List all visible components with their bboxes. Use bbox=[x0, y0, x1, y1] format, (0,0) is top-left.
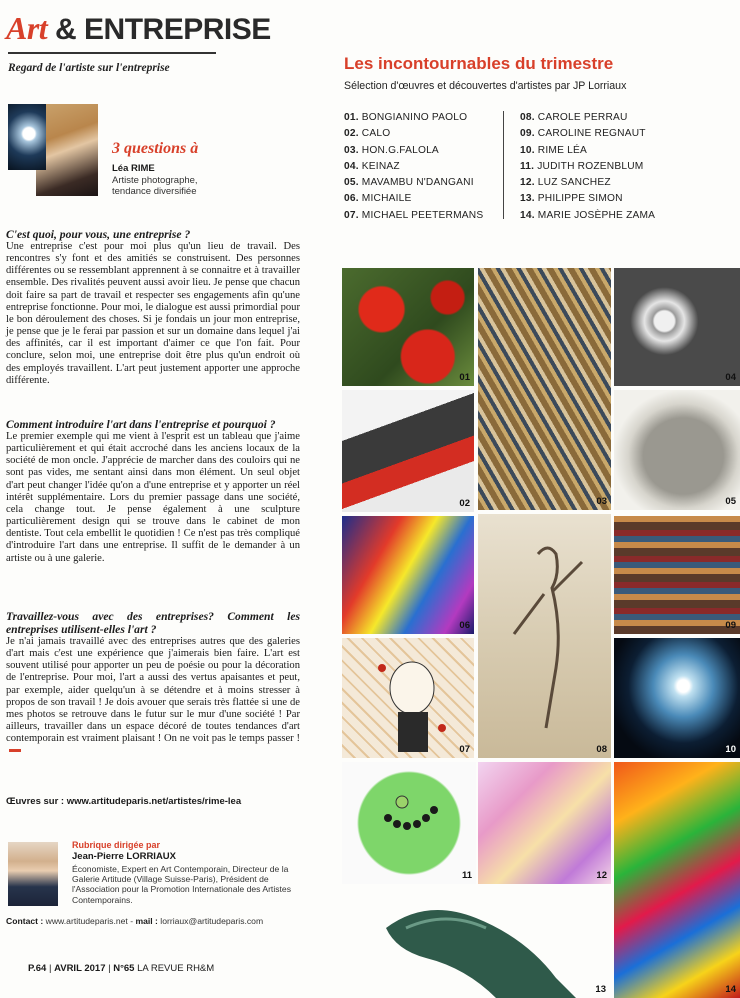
figure-sketch bbox=[478, 514, 611, 758]
mail-label: mail : bbox=[135, 916, 158, 926]
rabbit-figure bbox=[342, 638, 474, 758]
artist-item: 05. MAVAMBU N'DANGANI bbox=[344, 177, 474, 189]
artwork-03: 03 bbox=[478, 268, 611, 510]
artist-item: 08. CAROLE PERRAU bbox=[520, 112, 628, 123]
artist-item: 02. CALO bbox=[344, 128, 391, 140]
artist-item: 09. CAROLINE REGNAUT bbox=[520, 128, 646, 140]
artwork-02: 02 bbox=[342, 390, 474, 512]
list-divider bbox=[503, 111, 504, 219]
artwork-06: 06 bbox=[342, 516, 474, 634]
end-mark bbox=[9, 749, 21, 752]
rubrique-title: Rubrique dirigée par bbox=[72, 840, 161, 850]
tagline: Regard de l'artiste sur l'entreprise bbox=[8, 62, 170, 74]
footer-issue: N°65 bbox=[113, 963, 135, 974]
brand-entreprise: & ENTREPRISE bbox=[47, 13, 271, 46]
artist-item: 07. MICHAEL PEETERMANS bbox=[344, 209, 484, 221]
artwork-thumbnail bbox=[8, 104, 46, 170]
interviewee-role: Artiste photographe, tendance diversifiée bbox=[112, 175, 198, 197]
bronze-sculpture bbox=[376, 888, 610, 998]
question-2: Comment introduire l'art dans l'entreprise et pourquoi ? bbox=[6, 418, 276, 431]
artist-item: 12. LUZ SANCHEZ bbox=[520, 177, 611, 189]
artist-item: 11. JUDITH ROZENBLUM bbox=[520, 160, 644, 172]
answer-3: Je n'ai jamais travaillé avec des entreprises autres que des galeries d'art mais c'est une expérience que j'aimerais bien faire. L'art est souvent utilisé pour apporter un peu de poésie ou pour la décoration de l'entreprise. Pour moi, l'art a aussi des vertus apaisantes et peut, par exemple, aider quelqu'un à se détendre et à moins stresser à propos de son travail ! Je dois avouer que serais très flattée si une de mes photos se retrouve dans le futur sur le mur d'une société ! Par ailleurs, travailler dans un espace décoré de toutes tendances d'art contemporain est vraiment plaisant ! On ne voit pas le temps passer ! bbox=[6, 636, 300, 745]
section-brand bbox=[6, 10, 271, 47]
artist-item: 14. MARIE JOSÈPHE ZAMA bbox=[520, 209, 656, 221]
qa-block-1 bbox=[6, 228, 300, 387]
qa-block-3 bbox=[6, 610, 300, 758]
contact-line bbox=[6, 916, 263, 926]
artist-item: 06. MICHAILE bbox=[344, 193, 412, 205]
artwork-13: 13 bbox=[376, 888, 610, 998]
question-1: C'est quoi, pour vous, une entreprise ? bbox=[6, 228, 191, 241]
interviewee-name: Léa RIME bbox=[112, 163, 155, 174]
section-subtitle: Sélection d'œuvres et découvertes d'artistes par JP Lorriaux bbox=[344, 80, 627, 92]
section-title: Les incontournables du trimestre bbox=[344, 54, 614, 73]
rubrique-description: Économiste, Expert en Art Contemporain, Directeur de la Galerie Artitude (Village Suisse-Paris), Président de l'Association pour la Promotion Internationale des Artistes Contemporains. bbox=[72, 864, 291, 905]
artist-item: 10. RIME LÉA bbox=[520, 144, 587, 156]
artwork-09: 09 bbox=[614, 516, 740, 634]
answer-2: Le premier exemple qui me vient à l'esprit est un tableau que j'aime particulièrement et qui était accroché dans les anciens locaux de la société de mon oncle. J'apprécie de marcher dans des couloirs qui ne sont pas vides, me sentant ainsi dans mon élément. Un seul objet d'art peut changer l'idée qu'on a d'une entreprise et y apporter un réel intérêt supplémentaire. Lors du premier passage dans une société, cela change tout. Je pense également à une sculpture particulièrement design qui se trouve dans le cabinet de mon dentiste. Tout cela embellit le quotidien ! Ce n'est pas très compliqué d'introduire l'art dans une entreprise. Il suffit de le demander à un artiste ou à une galerie. bbox=[6, 431, 300, 564]
question-3: Travaillez-vous avec des entreprises? Comment les entreprises utilisent-elles l'art ? bbox=[6, 610, 300, 636]
footer-magazine: LA REVUE RH&M bbox=[137, 963, 215, 974]
contact-separator: - bbox=[127, 916, 136, 926]
artwork-08: 08 bbox=[478, 514, 611, 758]
bead-necklace bbox=[342, 762, 476, 884]
artwork-07: 07 bbox=[342, 638, 474, 758]
rubrique-name: Jean-Pierre LORRIAUX bbox=[72, 851, 177, 862]
qa-block-2 bbox=[6, 418, 300, 565]
artwork-12: 12 bbox=[478, 762, 611, 884]
artwork-11: 11 bbox=[342, 762, 476, 884]
artwork-04: 04 bbox=[614, 268, 740, 386]
artist-item: 01. BONGIANINO PAOLO bbox=[344, 112, 468, 123]
artist-item: 04. KEINAZ bbox=[344, 160, 400, 172]
artwork-05: 05 bbox=[614, 390, 740, 510]
artist-item: 13. PHILIPPE SIMON bbox=[520, 193, 623, 205]
page-footer: P.64 | AVRIL 2017 | N°65 LA REVUE RH&M bbox=[28, 963, 215, 974]
brand-divider bbox=[8, 52, 216, 54]
artist-list-left bbox=[344, 110, 483, 224]
contact-mail[interactable]: lorriaux@artitudeparis.com bbox=[160, 916, 264, 926]
contact-site[interactable]: www.artitudeparis.net bbox=[45, 916, 128, 926]
artwork-14: 14 bbox=[614, 762, 740, 998]
artist-item: 03. HON.G.FALOLA bbox=[344, 144, 439, 156]
artwork-01: 01 bbox=[342, 268, 474, 386]
artwork-10: 10 bbox=[614, 638, 740, 758]
artist-list-right bbox=[520, 110, 655, 224]
answer-1: Une entreprise c'est pour moi plus qu'un lieu de travail. Des rencontres s'y font et des amitiés se construisent. Des personnes différentes ou se ressemblant apprennent à se connaitre et à travailler ensemble. Des rivalités peuvent aussi avoir lieu. Je pense que chacun doit faire sa part de travail et respecter ses engagements afin qu'une entreprise fonctionne. Pour moi, le dialogue est aussi primordial pour le bon déroulement des choses. Si je fondais un jour mon entreprise, je pense que je le ferai par passion et sur un domaine dans lequel j'ai des affinités, car il est important d'aimer ce que l'on fait. Pour conclure, selon moi, une entreprise doit être plus qu'un endroit où des employés travaillent. L'art peut justement apporter une approche différente. bbox=[6, 241, 300, 386]
works-link[interactable]: Œuvres sur : www.artitudeparis.net/artistes/rime-lea bbox=[6, 796, 242, 807]
footer-date: AVRIL 2017 bbox=[54, 963, 106, 974]
interview-heading: 3 questions à bbox=[112, 140, 199, 157]
portrait-jp-lorriaux bbox=[8, 842, 58, 906]
brand-art: Art bbox=[6, 10, 48, 46]
footer-page: P.64 bbox=[28, 963, 47, 974]
contact-label: Contact : bbox=[6, 916, 44, 926]
